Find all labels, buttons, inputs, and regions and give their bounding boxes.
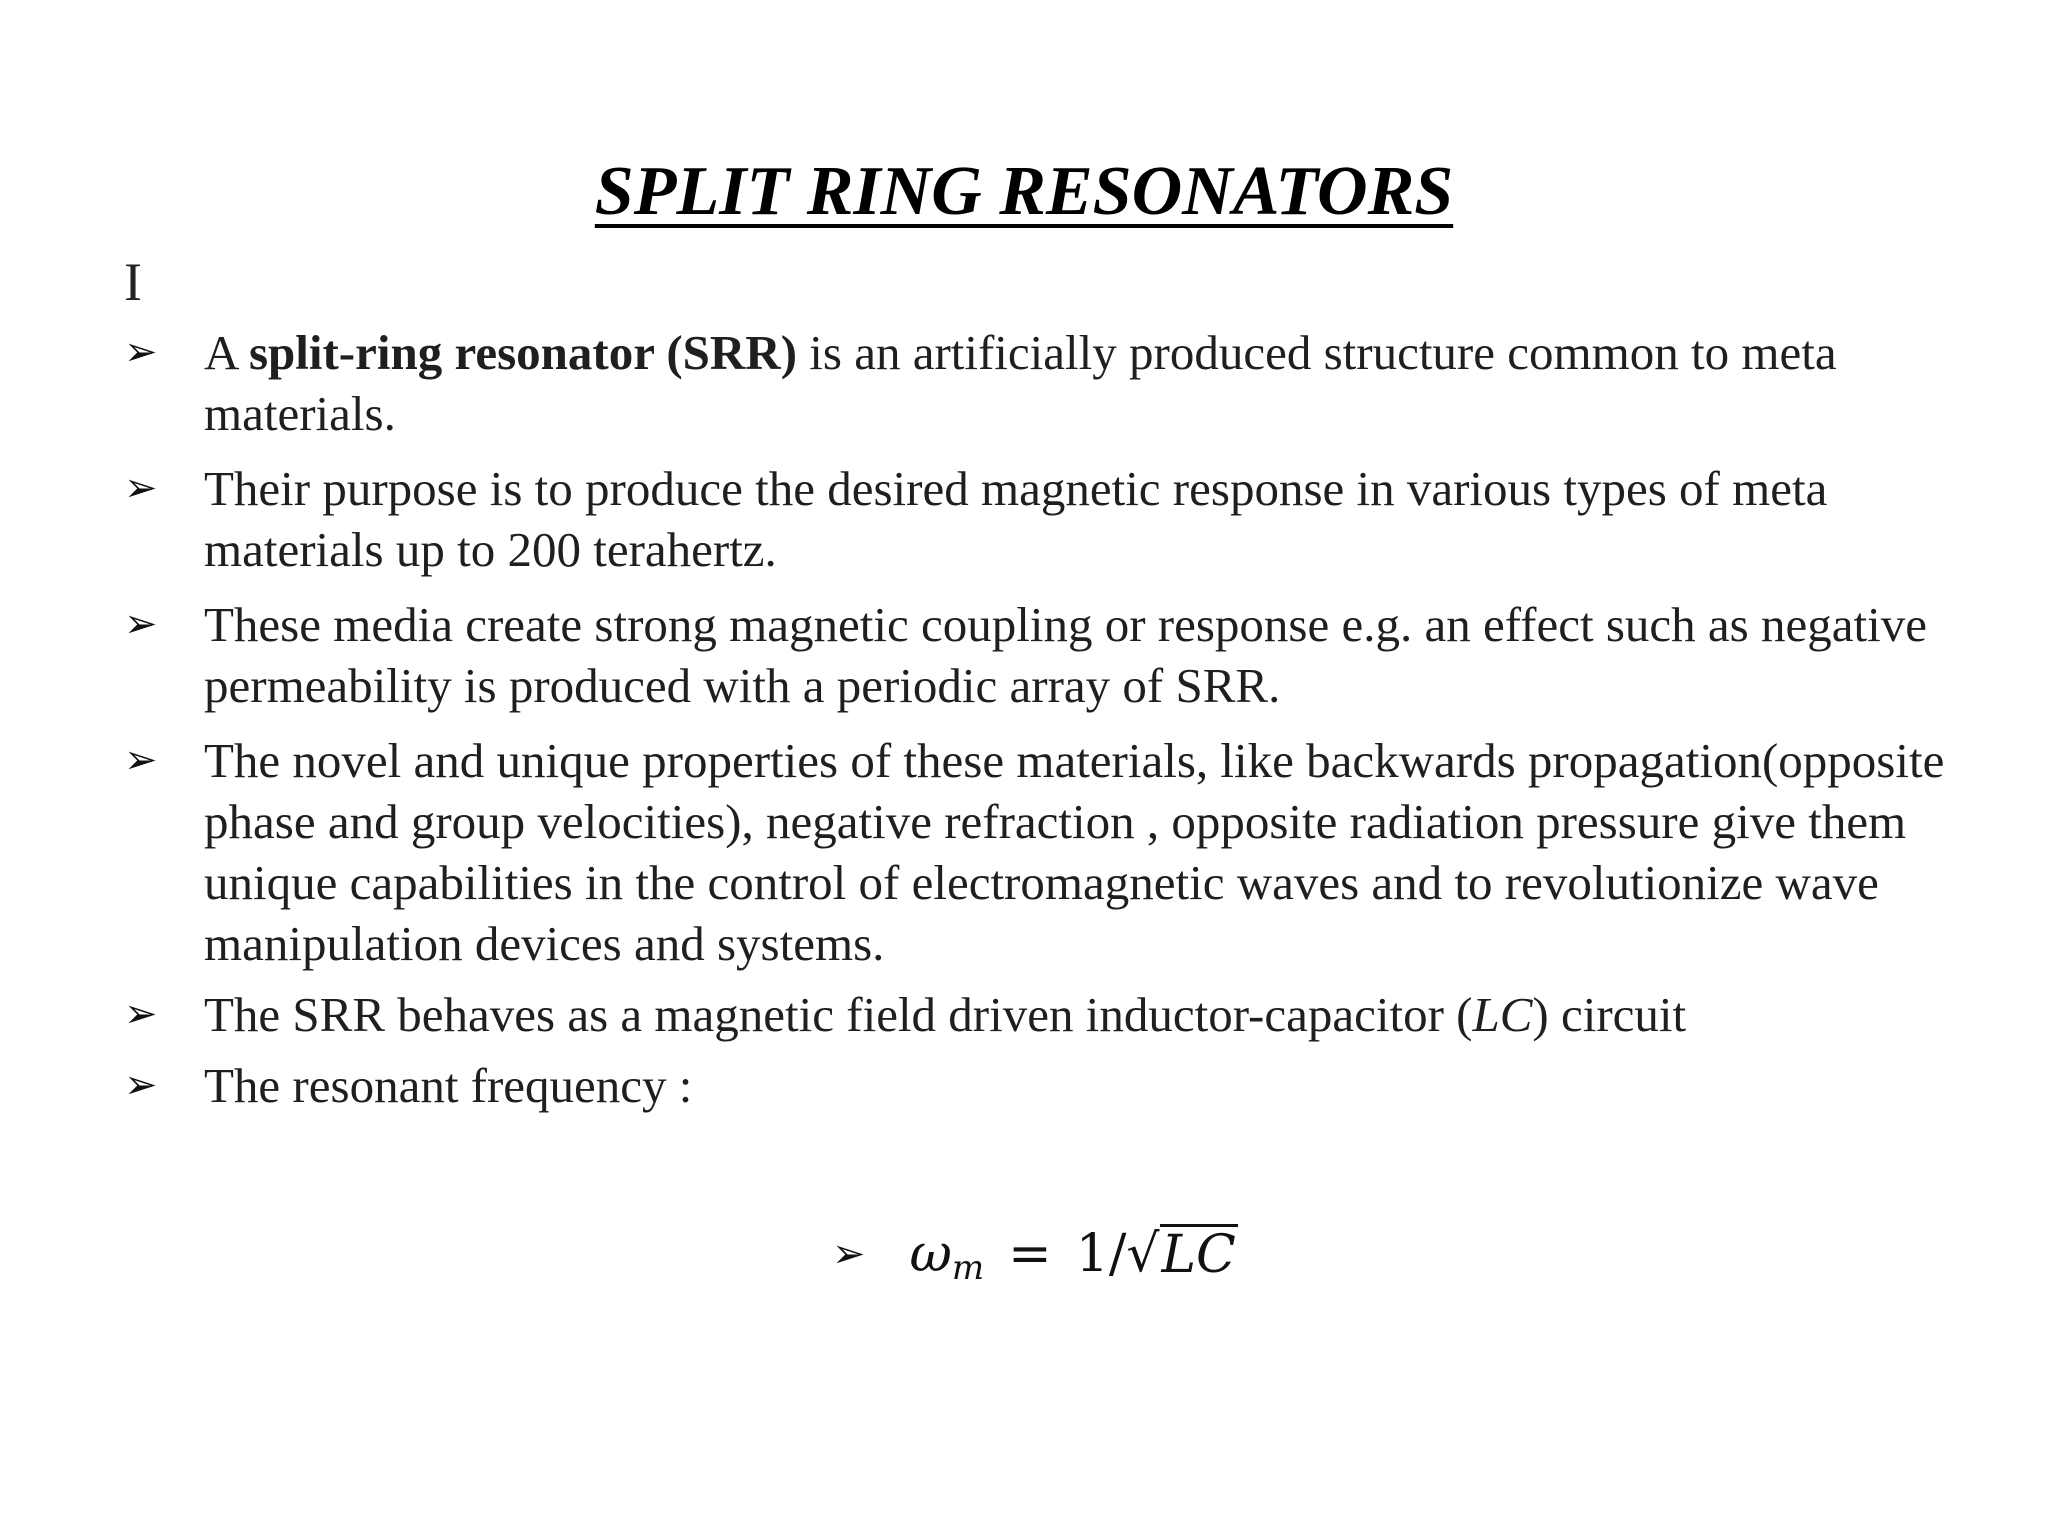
- bullet-item: [120, 984, 1980, 1045]
- formula-radicand: LC: [1161, 1225, 1236, 1285]
- bullet-text: These media create strong magnetic coupling or response e.g. an effect such as negative permeability is produced with a periodic array of SRR.: [204, 597, 1927, 713]
- stray-character: I: [124, 252, 142, 312]
- bullet-item: [120, 594, 1980, 716]
- bullet-text-italic: LC: [1472, 987, 1533, 1042]
- bullet-text-post: ) circuit: [1532, 987, 1687, 1042]
- bullet-list: [120, 322, 1980, 1116]
- bullet-text-post: is an artificially produced structure common to meta materials.: [204, 325, 1837, 441]
- resonant-frequency-formula: [832, 1214, 1238, 1294]
- formula-omega: ω: [909, 1224, 952, 1284]
- bullet-item: [120, 1055, 1980, 1116]
- bullet-text-pre: The SRR behaves as a magnetic field driven inductor-capacitor (: [204, 987, 1473, 1042]
- bullet-text: The resonant frequency :: [204, 1058, 693, 1113]
- arrowhead-bullet-icon: ➢: [124, 465, 158, 511]
- bullet-text-pre: A: [204, 325, 249, 380]
- formula-equals: =: [1008, 1224, 1052, 1284]
- arrowhead-bullet-icon: ➢: [124, 329, 158, 375]
- slide-title: [0, 150, 2048, 234]
- arrowhead-bullet-icon: ➢: [124, 991, 158, 1037]
- arrowhead-bullet-icon: ➢: [124, 1062, 158, 1108]
- arrowhead-bullet-icon: ➢: [832, 1231, 866, 1277]
- bullet-text: The novel and unique properties of these materials, like backwards propagation(opposite phase and group velocities), negative refraction , opposite radiation pressure give them unique capabilities in the control of electromagnetic waves and to revolutionize wave manipulation devices and systems.: [204, 733, 1945, 971]
- bullet-item: [120, 730, 1980, 974]
- bullet-text: Their purpose is to produce the desired magnetic response in various types of meta materials up to 200 terahertz.: [204, 461, 1828, 577]
- formula-subscript: m: [951, 1248, 985, 1288]
- bullet-item: [120, 458, 1980, 580]
- bullet-text-bold: split-ring resonator (SRR): [248, 325, 798, 380]
- bullet-item: [120, 322, 1980, 444]
- arrowhead-bullet-icon: ➢: [124, 737, 158, 783]
- sqrt-symbol-icon: √: [1126, 1224, 1160, 1284]
- formula-sqrt: [1126, 1224, 1237, 1284]
- formula-numerator: 1/: [1075, 1224, 1127, 1284]
- arrowhead-bullet-icon: ➢: [124, 601, 158, 647]
- slide-title-text: SPLIT RING RESONATORS: [594, 153, 1454, 230]
